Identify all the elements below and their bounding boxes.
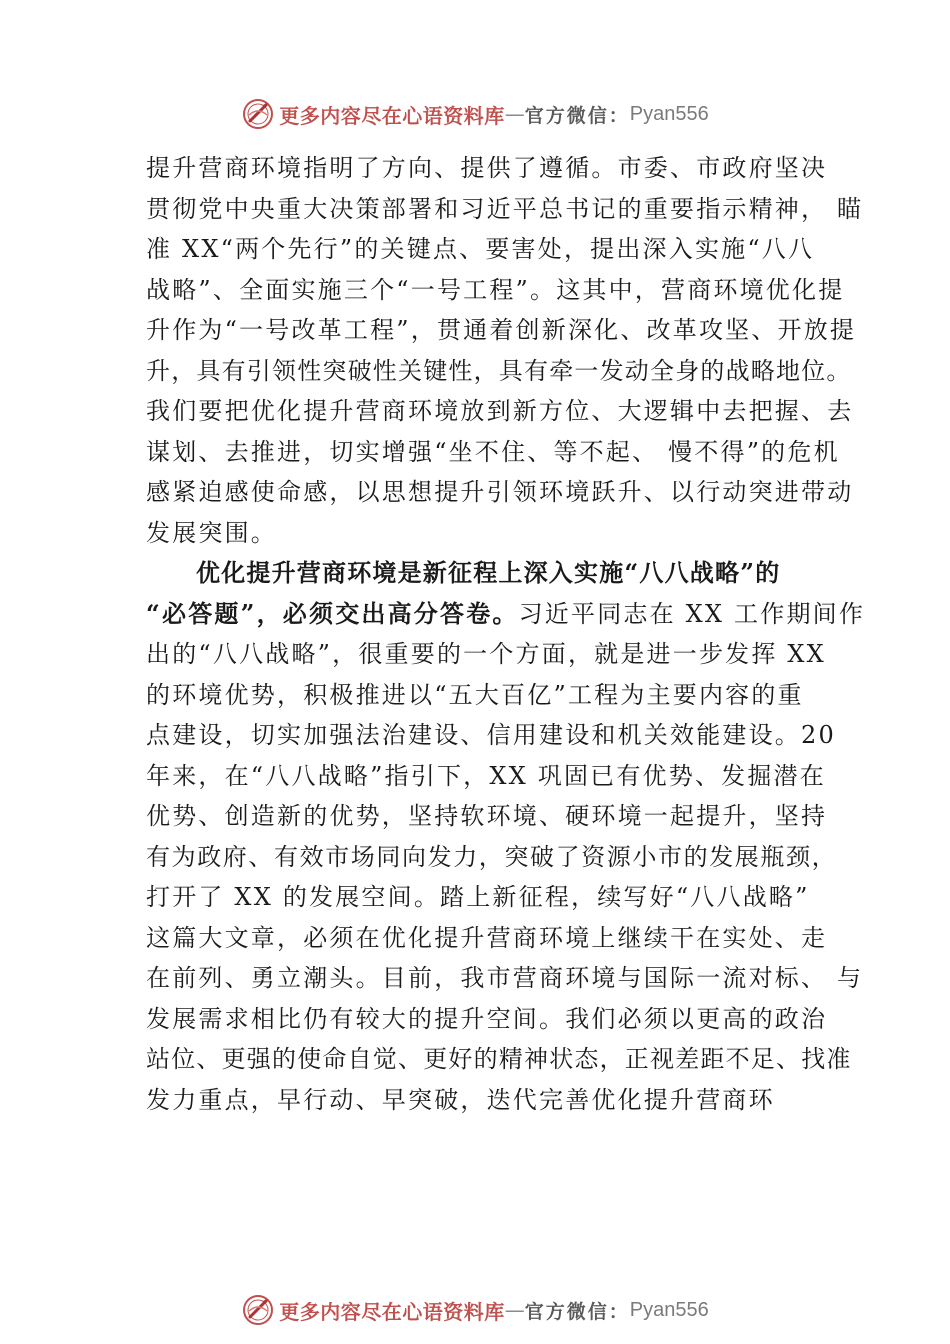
paragraph-2 [146, 553, 866, 1120]
text-span: 习近平同志在 XX 工作期间作 [518, 599, 866, 628]
text-line: 提升营商环境指明了方向、提供了遵循。市委、市政府坚决 [146, 154, 828, 182]
text-line: 贯彻党中央重大决策部署和习近平总书记的重要指示精神， 瞄 [146, 194, 864, 223]
text-line: 谋划、去推进，切实增强“坐不住、等不起、 慢不得”的危机 [146, 437, 840, 466]
text-line: 年来，在“八八战略”指引下，XX 巩固已有优势、发掘潜在 [146, 761, 826, 790]
text-line: 这篇大文章，必须在优化提升营商环境上继续干在实处、走 [146, 923, 828, 952]
seal-logo-icon [241, 1293, 275, 1327]
text-line: 升作为“一号改革工程”，贯通着创新深化、改革攻坚、开放提 [146, 316, 857, 344]
header-banner [0, 94, 950, 134]
text-line: 优势、创造新的优势，坚持软环境、硬环境一起提升，坚持 [146, 802, 828, 830]
text-line: 发展突围。 [146, 518, 277, 547]
wechat-label: 官方微信： [524, 1300, 630, 1323]
text-line: 发力重点，早行动、早突破，迭代完善优化提升营商环 [146, 1085, 775, 1114]
brand-text: 更多内容尽在心语资料库 [279, 1299, 505, 1324]
text-line: 的环境优势，积极推进以“五大百亿”工程为主要内容的重 [146, 680, 804, 709]
text-line: 打开了 XX 的发展空间。踏上新征程，续写好“八八战略” [146, 883, 810, 911]
section-heading: 优化提升营商环境是新征程上深入实施“八八战略”的 [196, 558, 781, 587]
brand-dash: — [504, 1298, 525, 1322]
text-line: 发展需求相比仍有较大的提升空间。我们必须以更高的政治 [146, 1004, 828, 1033]
footer-banner [0, 1290, 950, 1330]
wechat-id: Pyan556 [629, 1298, 709, 1321]
text-line: 点建设，切实加强法治建设、信用建设和机关效能建设。20 [146, 721, 836, 749]
seal-logo-icon [241, 97, 275, 131]
text-line: 出的“八八战略”，很重要的一个方面，就是进一步发挥 XX [146, 640, 826, 668]
wechat-label: 官方微信： [524, 104, 630, 127]
text-line: 有为政府、有效市场同向发力，突破了资源小市的发展瓶颈， [146, 842, 838, 871]
text-line: 站位、更强的使命自觉、更好的精神状态，正视差距不足、找准 [146, 1045, 852, 1073]
document-body [146, 148, 866, 1120]
brand-dash: — [504, 102, 525, 126]
section-heading-end: “必答题”，必须交出高分答卷。 [146, 598, 519, 628]
paragraph-1 [146, 148, 864, 553]
text-line: 我们要把优化提升营商环境放到新方位、大逻辑中去把握、去 [146, 397, 854, 425]
text-line: 战略”、全面实施三个“一号工程”。这其中，营商环境优化提 [146, 275, 845, 304]
wechat-id: Pyan556 [629, 102, 709, 125]
text-line [146, 594, 866, 635]
text-line: 升，具有引领性突破性关键性，具有牵一发动全身的战略地位。 [146, 356, 852, 385]
text-line: 在前列、勇立潮头。目前，我市营商环境与国际一流对标、 与 [146, 964, 864, 992]
text-line: 感紧迫感使命感，以思想提升引领环境跃升、以行动突进带动 [146, 478, 854, 506]
brand-text: 更多内容尽在心语资料库 [279, 103, 505, 128]
text-line: 准 XX“两个先行”的关键点、要害处，提出深入实施“八八 [146, 235, 815, 263]
